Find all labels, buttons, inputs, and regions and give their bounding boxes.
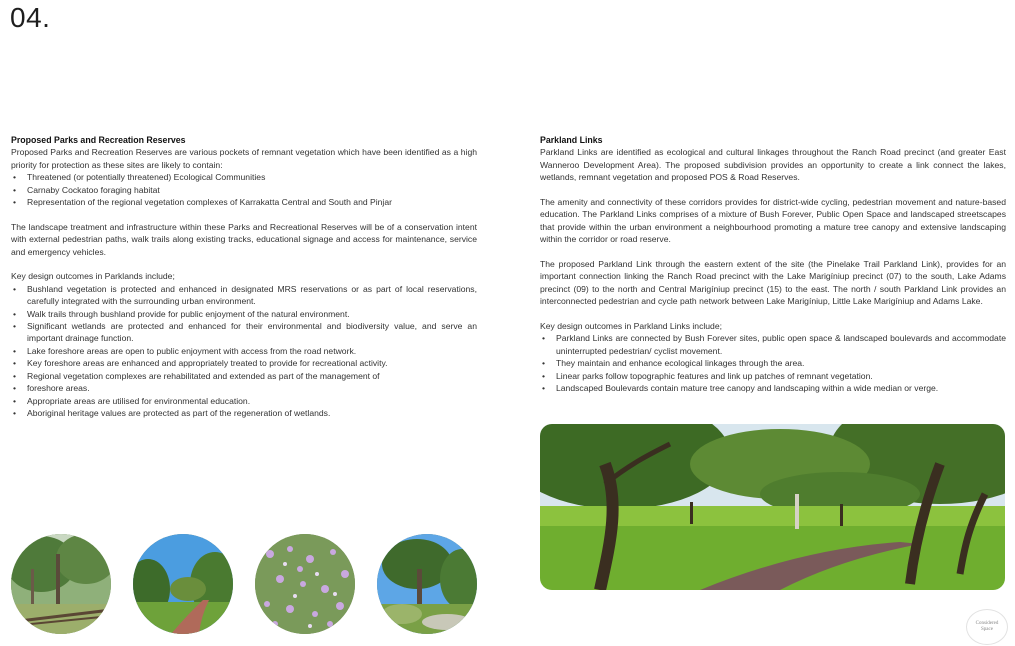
parks-intro: Proposed Parks and Recreation Reserves are various pockets of remnant vegetation which have been identified as a high priority for protection as these sites are likely to contain: — [11, 147, 477, 170]
list-item: • Lake foreshore areas are open to public enjoyment with access from the road network. — [11, 345, 477, 357]
links-paragraph-1: Parkland Links are identified as ecological and cultural linkages throughout the Ranch Road precinct (and greater East Wanneroo Development Area). The proposed subdivision provides an opportunity to create a link connect the lakes, wetlands, remnant vegetation and proposed POS & Road Reserves. — [540, 147, 1006, 183]
parklands-outcomes-list — [11, 283, 477, 419]
list-item: • Appropriate areas are utilised for environmental education. — [11, 395, 477, 407]
section-title-parks: Proposed Parks and Recreation Reserves — [11, 135, 186, 145]
list-item: • Bushland vegetation is protected and enhanced in designated MRS reservations or as part of local reservations, carefully integrated with the surrounding urban environment. — [11, 283, 477, 308]
wildflowers-photo — [255, 534, 355, 634]
page-number: 04. — [10, 2, 51, 33]
list-item: • Carnaby Cockatoo foraging habitat — [11, 184, 477, 196]
list-item: • Walk trails through bushland provide for public enjoyment of the natural environment. — [11, 308, 477, 320]
contain-list — [11, 171, 477, 208]
links-paragraph-3: The proposed Parkland Link through the eastern extent of the site (the Pinelake Trail Parkland Link), provides for an important connection linking the Ranch Road precinct with the Lake Marigíniup precinct (07) to the south, Lake Adams precinct (09) to the north and Central Marigíniup precinct (15) to the east. The north / south Parkland Link provides an interconnected pedestrian and cycle path network between Lake Marigíniup, Little Lake Marigíniup and Adams Lake. — [540, 259, 1006, 307]
list-item: • Key foreshore areas are enhanced and appropriately treated to provide for recreational activity. — [11, 357, 477, 369]
wetland-trees-photo — [377, 534, 477, 634]
parkland-link-photo — [540, 424, 1005, 590]
list-item: • Regional vegetation complexes are rehabilitated and extended as part of the management of — [11, 370, 477, 382]
links-outcomes-heading: Key design outcomes in Parkland Links include; — [540, 321, 723, 332]
walk-trail-photo — [133, 534, 233, 634]
bushland-trail-photo — [11, 534, 111, 634]
list-item: • Linear parks follow topographic features and link up patches of remnant vegetation. — [540, 370, 1006, 382]
parks-reserves-section — [11, 134, 477, 419]
list-item: • Representation of the regional vegetation complexes of Karrakatta Central and South and Pinjar — [11, 196, 477, 208]
list-item: • Threatened (or potentially threatened) Ecological Communities — [11, 171, 477, 183]
list-item: • Aboriginal heritage values are protected as part of the regeneration of wetlands. — [11, 407, 477, 419]
logo-line-1: Considered — [975, 621, 999, 626]
parkland-links-section — [540, 134, 1006, 394]
links-paragraph-2: The amenity and connectivity of these corridors provides for district-wide cycling, pedestrian movement and nature-based education. The Parkland Links comprises of a mixture of Bush Forever, Public Open Space and landscaped streetscapes that provide within the urban environment a neighbourhood promoting a mature tree canopy and extensive landscaping within the corridor or road reserve. — [540, 197, 1006, 245]
section-title-links: Parkland Links — [540, 135, 603, 145]
brand-logo — [966, 609, 1008, 645]
links-outcomes-list — [540, 332, 1006, 394]
list-item: • They maintain and enhance ecological linkages through the area. — [540, 357, 1006, 369]
logo-line-2: Space — [981, 627, 993, 632]
parklands-outcomes-heading: Key design outcomes in Parklands include; — [11, 271, 175, 282]
list-item: • Parkland Links are connected by Bush Forever sites, public open space & landscaped boulevards and accommodate uninterrupted pedestrian/ cyclist movement. — [540, 332, 1006, 357]
list-item: • Landscaped Boulevards contain mature tree canopy and landscaping within a wide median or verge. — [540, 382, 1006, 394]
list-item: • Significant wetlands are protected and enhanced for their environmental and biodiversity value, and serve an important drainage function. — [11, 320, 477, 345]
landscape-paragraph: The landscape treatment and infrastructure within these Parks and Recreational Reserves will be of a conservation intent with external pedestrian paths, walk trails along existing tracks, educational signage and access for maintenance, service and emergency vehicles. — [11, 221, 477, 257]
list-item: • foreshore areas. — [11, 382, 477, 394]
